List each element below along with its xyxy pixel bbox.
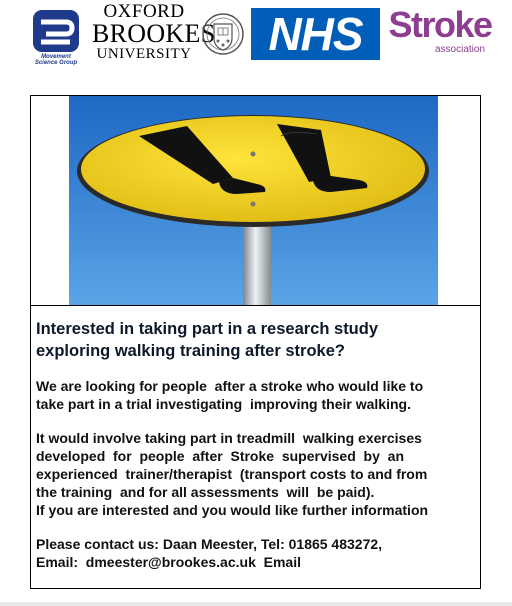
details-paragraph bbox=[36, 429, 476, 519]
divider-line bbox=[31, 305, 480, 306]
university-crest-icon bbox=[201, 8, 245, 64]
intro-paragraph bbox=[36, 377, 476, 413]
pedestrian-crossing-sign-icon bbox=[69, 96, 438, 305]
poster-heading bbox=[36, 318, 476, 362]
intro-line-2: take part in a trial investigating improving their walking. bbox=[36, 396, 411, 412]
intro-line-1: We are looking for people after a stroke who would like to bbox=[36, 378, 424, 394]
details-line-4: the training and for all assessments will be paid). bbox=[36, 484, 375, 500]
heading-line-1: Interested in taking part in a research study bbox=[36, 320, 379, 338]
movement-mark-icon bbox=[26, 10, 86, 54]
movement-sub: Science Group bbox=[34, 60, 78, 66]
details-line-3: experienced trainer/therapist (transport costs to and from bbox=[36, 466, 428, 482]
pedestrian-sign-photo bbox=[69, 96, 438, 305]
stroke-sub: association bbox=[434, 44, 486, 55]
details-line-1: It would involve taking part in treadmill walking exercises bbox=[36, 430, 422, 446]
oxford-line: OXFORD bbox=[103, 1, 185, 22]
oxford-brookes-logo bbox=[92, 1, 216, 66]
brookes-line: BROOKES bbox=[92, 19, 216, 48]
contact-paragraph bbox=[36, 535, 476, 571]
stroke-name: Stroke bbox=[388, 4, 492, 45]
movement-name: Movement bbox=[41, 54, 71, 60]
nhs-logo: NHS bbox=[251, 8, 380, 60]
heading-line-2: exploring walking training after stroke? bbox=[36, 342, 345, 360]
details-line-2: developed for people after Stroke supervised by an bbox=[36, 448, 404, 464]
contact-line-1: Please contact us: Daan Meester, Tel: 01865 483272, bbox=[36, 536, 383, 552]
movement-science-group-logo bbox=[26, 10, 86, 68]
poster-frame bbox=[30, 95, 481, 589]
poster-text bbox=[36, 318, 476, 571]
page-edge bbox=[0, 602, 512, 606]
logo-row bbox=[0, 0, 512, 80]
contact-line-2: Email: dmeester@brookes.ac.uk Email bbox=[36, 554, 301, 570]
stroke-association-logo bbox=[386, 6, 494, 68]
details-line-5: If you are interested and you would like further information bbox=[36, 502, 429, 518]
university-line: UNIVERSITY bbox=[96, 46, 192, 62]
